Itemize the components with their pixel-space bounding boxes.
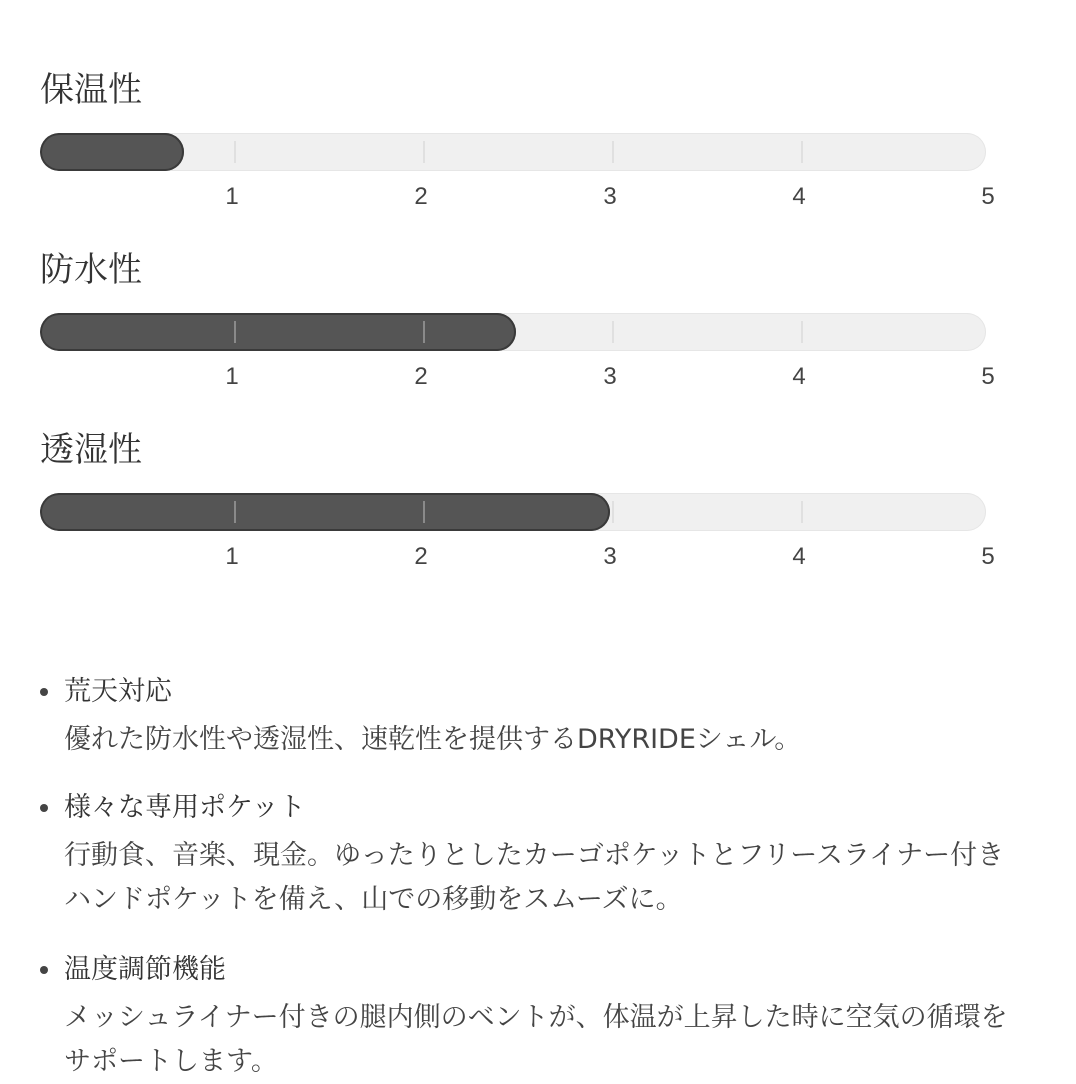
feature-description [64,834,1074,922]
feature-title: 様々な専用ポケット [64,792,306,823]
scale-label-3: 3 [603,543,617,570]
rating-breathability [0,360,1076,570]
feature-title: 荒天対応 [64,676,172,707]
scale-label-2: 2 [414,183,428,210]
scale-divider [423,501,425,523]
scale-divider [612,501,614,523]
scale-divider [234,321,236,343]
scale-label-5: 5 [981,183,995,210]
description-line: ハンドポケットを備え、山での移動をスムーズに。 [64,884,683,915]
feature-description [64,718,1074,762]
rating-track [40,133,986,171]
scale-label-1: 1 [225,363,239,390]
scale-label-2: 2 [414,543,428,570]
scale-label-3: 3 [603,183,617,210]
rating-fill [40,133,184,171]
scale-divider [612,141,614,163]
scale-label-5: 5 [981,363,995,390]
scale-label-4: 4 [792,543,806,570]
scale-label-1: 1 [225,543,239,570]
rating-title: 保温性 [40,70,142,110]
rating-scale [0,540,1076,574]
feature-description [64,996,1074,1084]
scale-label-5: 5 [981,543,995,570]
rating-fill [40,493,610,531]
scale-label-4: 4 [792,363,806,390]
feature-title: 温度調節機能 [64,954,226,985]
rating-waterproof [0,180,1076,390]
bullet-icon [40,966,48,974]
scale-label-2: 2 [414,363,428,390]
description-line: 行動食、音楽、現金。ゆったりとしたカーゴポケットとフリースライナー付き [64,840,1005,871]
description-line: メッシュライナー付きの腿内側のベントが、体温が上昇した時に空気の循環を [64,1002,1008,1033]
rating-track [40,313,986,351]
rating-title: 透湿性 [40,430,142,470]
scale-label-1: 1 [225,183,239,210]
scale-label-3: 3 [603,363,617,390]
rating-fill [40,313,516,351]
scale-divider [234,141,236,163]
scale-divider [423,141,425,163]
description-line: 優れた防水性や透湿性、速乾性を提供するDRYRIDEシェル。 [64,724,802,755]
rating-title: 防水性 [40,250,142,290]
rating-track [40,493,986,531]
bullet-icon [40,688,48,696]
description-line: サポートします。 [64,1046,278,1077]
scale-label-4: 4 [792,183,806,210]
scale-divider [612,321,614,343]
scale-divider [801,141,803,163]
scale-divider [423,321,425,343]
scale-divider [801,321,803,343]
bullet-icon [40,804,48,812]
rating-warmth [0,0,1076,210]
scale-divider [234,501,236,523]
scale-divider [801,501,803,523]
